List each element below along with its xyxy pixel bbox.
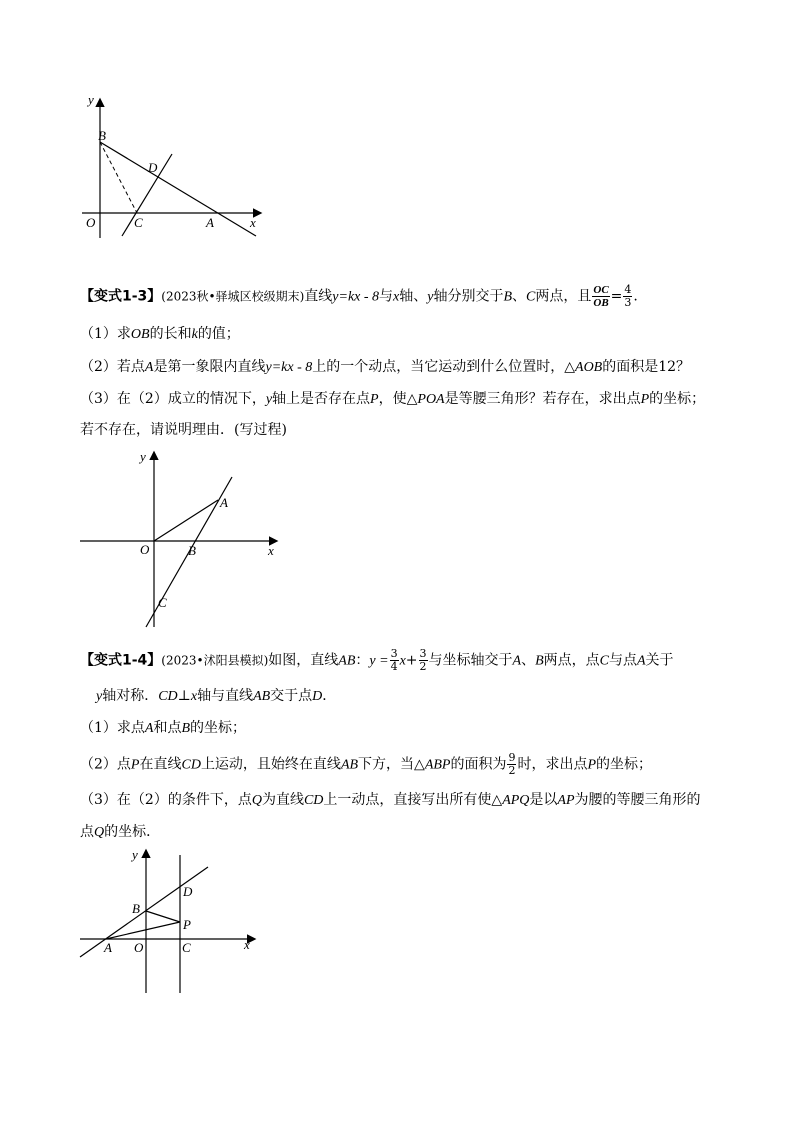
line-cd bbox=[122, 154, 172, 236]
figure-2-coordinate-diagram bbox=[78, 445, 288, 635]
problem-1-3-statement: 【变式1-3】(2023秋•驿城区校级期末)直线y=kx - 8与x轴、y轴分别交于B、C两点，且 $\frac{OC}{OB}$ = $\frac{4}{3}$ . bbox=[80, 283, 638, 309]
problem-1-4-q3: （3）在（2）的条件下，点Q为直线CD上一动点，直接写出所有使△APQ是以AP为腰的等腰三角形的 bbox=[80, 792, 701, 808]
label-b: B bbox=[188, 543, 196, 558]
label-x: x bbox=[244, 937, 250, 952]
line-ba bbox=[100, 142, 256, 236]
label-o: O bbox=[134, 940, 144, 955]
label-d: D bbox=[148, 160, 158, 175]
problem-tag: 【变式1-4】 bbox=[80, 652, 162, 669]
problem-1-3-q1: （1）求OB的长和k的值； bbox=[80, 326, 240, 342]
problem-1-4-statement: 【变式1-4】(2023•沭阳县模拟)如图，直线AB：y = $\frac{3}{4}$ x+ $\frac{3}{2}$ 与坐标轴交于A、B两点，点C与点A关于 bbox=[80, 647, 674, 673]
label-d: D bbox=[183, 884, 193, 899]
label-x: x bbox=[268, 543, 274, 558]
segment-oa bbox=[154, 500, 218, 541]
area-fraction: $\frac{9}{2}$ bbox=[508, 751, 516, 777]
figure-3-coordinate-diagram bbox=[76, 845, 266, 1000]
label-b: B bbox=[132, 901, 140, 916]
intercept-fraction: $\frac{3}{2}$ bbox=[419, 647, 427, 673]
problem-1-4-q1: （1）求点A和点B的坐标； bbox=[80, 720, 247, 736]
label-b: B bbox=[98, 128, 106, 143]
label-o: O bbox=[86, 215, 96, 230]
figure-1-coordinate-diagram bbox=[78, 90, 278, 250]
label-x: x bbox=[250, 215, 256, 230]
label-p: P bbox=[183, 917, 191, 932]
label-c: C bbox=[158, 595, 167, 610]
label-y: y bbox=[140, 449, 146, 464]
problem-1-3-q3-continued: 若不存在，请说明理由．(写过程) bbox=[80, 422, 287, 438]
ratio-fraction: $\frac{OC}{OB}$ bbox=[593, 284, 609, 309]
label-a: A bbox=[220, 495, 228, 510]
problem-source: (2023•沭阳县模拟) bbox=[161, 653, 269, 668]
slope-fraction: $\frac{3}{4}$ bbox=[390, 647, 398, 673]
problem-source: (2023秋•驿城区校级期末) bbox=[161, 289, 305, 304]
problem-1-3-q3: （3）在（2）成立的情况下，y轴上是否存在点P，使△POA是等腰三角形？若存在，求出点P的坐标； bbox=[80, 391, 706, 407]
label-y: y bbox=[88, 92, 94, 107]
problem-1-4-statement-continued: y轴对称．CD⊥x轴与直线AB交于点D． bbox=[96, 688, 337, 704]
label-a: A bbox=[104, 940, 112, 955]
problem-tag: 【变式1-3】 bbox=[80, 288, 162, 305]
problem-1-4-q2: （2）点P在直线CD上运动，且始终在直线AB下方，当△ABP的面积为 $\frac{9}{2}$ 时，求出点P的坐标； bbox=[80, 751, 653, 777]
problem-1-4-q3-continued: 点Q的坐标． bbox=[80, 824, 161, 840]
label-y: y bbox=[132, 847, 138, 862]
problem-1-3-q2: （2）若点A是第一象限内直线y=kx - 8上的一个动点，当它运动到什么位置时，△AOB的面积是12？ bbox=[80, 359, 691, 375]
label-a: A bbox=[206, 215, 214, 230]
value-fraction: $\frac{4}{3}$ bbox=[624, 283, 632, 309]
label-c: C bbox=[182, 940, 191, 955]
segment-bp bbox=[146, 911, 180, 922]
label-o: O bbox=[140, 542, 150, 557]
label-c: C bbox=[134, 215, 143, 230]
